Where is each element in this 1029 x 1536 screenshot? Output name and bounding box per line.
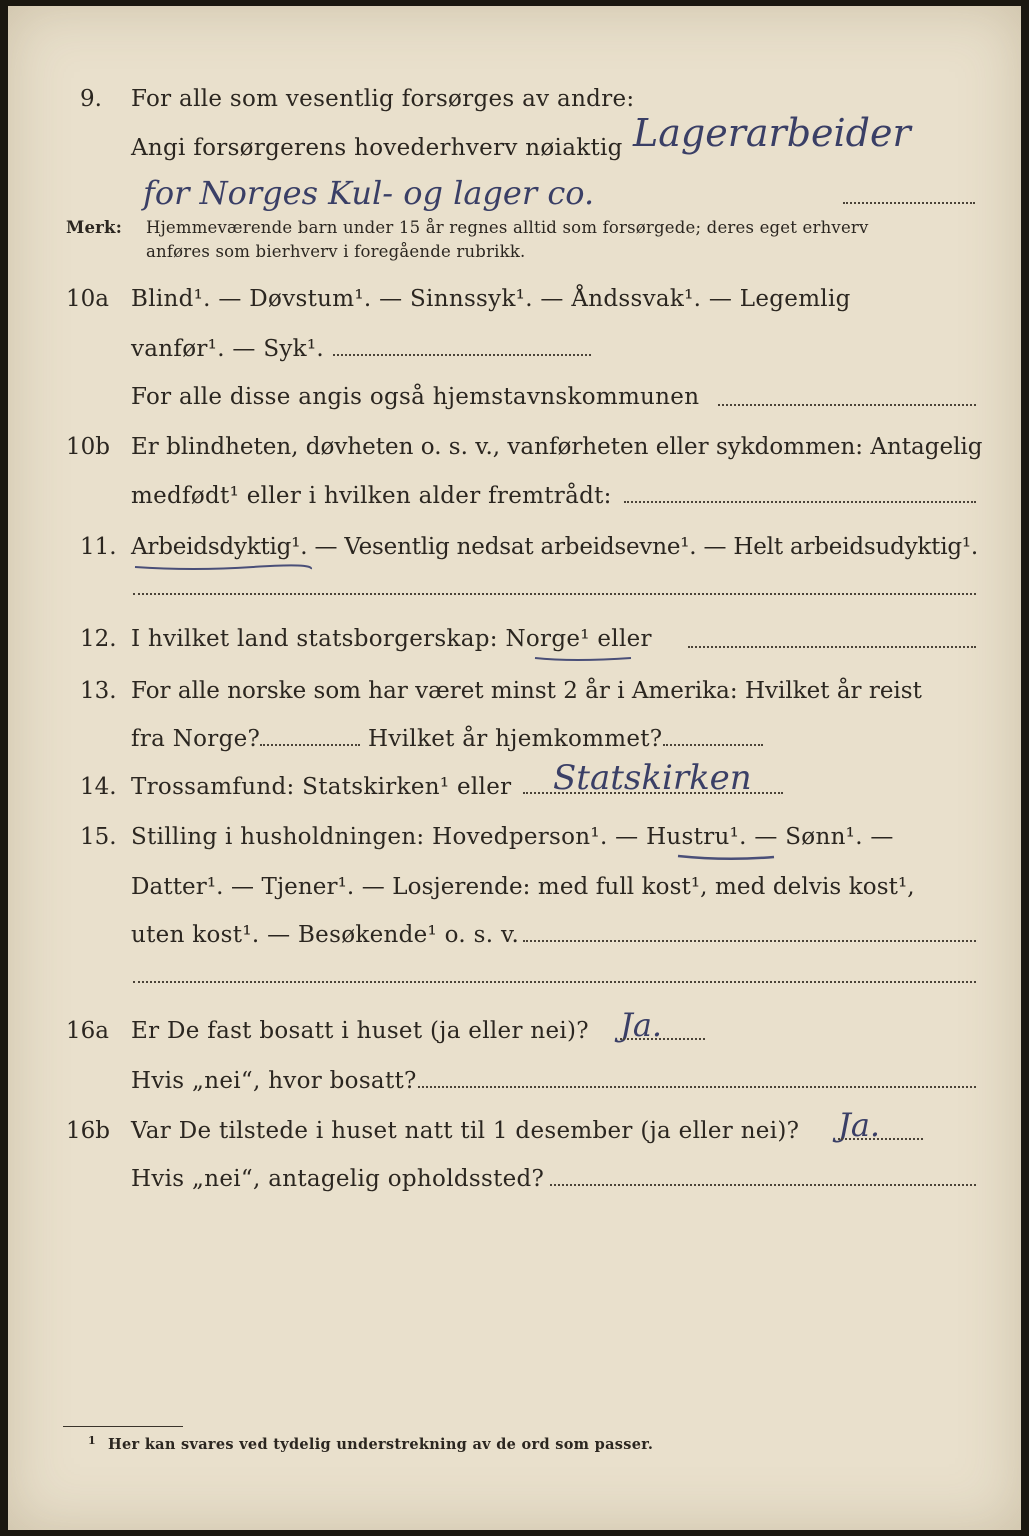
q9-handwritten-employer: for Norges Kul- og lager co. [143,174,595,212]
footnote-text: Her kan svares ved tydelig understrekning av de ord som passer. [108,1436,654,1453]
q15-line2: Datter¹. — Tjener¹. — Losjerende: med full kost¹, med delvis kost¹, [131,874,915,900]
merk-line1: Hjemmeværende barn under 15 år regnes alltid som forsørgede; deres eget erhverv [146,218,869,237]
q16b-answer-line [838,1138,923,1140]
q16b-handwritten-answer: Ja. [838,1106,881,1144]
q16a-number: 16a [66,1018,109,1044]
q9-line2: Angi forsørgerens hovederhverv nøiaktig [131,135,623,161]
q16b-number: 16b [66,1118,110,1144]
q12-line1: I hvilket land statsborgerskap: Norge¹ eller [131,626,652,652]
merk-line2: anføres som bierhverv i foregående rubrikk. [146,242,526,261]
q9-answer-line [843,202,975,204]
q14-number: 14. [80,774,117,800]
q14-line1: Trossamfund: Statskirken¹ eller [131,774,512,800]
q16b-location-line [550,1184,976,1186]
q16b-line1: Var De tilstede i huset natt til 1 desember (ja eller nei)? [131,1118,800,1144]
q10b-line1: Er blindheten, døvheten o. s. v., vanførheten eller sykdommen: Antagelig [131,434,983,460]
q9-handwritten-occupation: Lagerarbeider [633,111,911,155]
q10b-number: 10b [66,434,110,460]
q9-number: 9. [80,86,102,112]
q13-number: 13. [80,678,117,704]
q13-line1: For alle norske som har været minst 2 år i Amerika: Hvilket år reist [131,678,922,704]
q14-handwritten-answer: Statskirken [553,758,752,798]
q15-line3: uten kost¹. — Besøkende¹ o. s. v. [131,922,520,948]
q15-underline-mark [676,852,776,862]
q10a-line2: vanfør¹. — Syk¹. [131,336,325,362]
q16b-line2: Hvis „nei“, antagelig opholdssted? [131,1166,545,1192]
q10a-line1: Blind¹. — Døvstum¹. — Sinnssyk¹. — Åndssvak¹. — Legemlig [131,286,851,312]
q10a-home-municipality-line [718,404,976,406]
q15-line1: Stilling i husholdningen: Hovedperson¹. — Hustru¹. — Sønn¹. — [131,824,894,850]
q16a-line1: Er De fast bosatt i huset (ja eller nei)? [131,1018,589,1044]
q12-number: 12. [80,626,117,652]
footnote-rule [63,1426,183,1427]
q10b-line2: medfødt¹ eller i hvilken alder fremtrådt: [131,483,612,509]
q10b-answer-line [624,501,976,503]
footnote-mark: 1 [88,1434,96,1447]
q16a-residence-line [418,1086,976,1088]
q15-answer-line-2 [133,981,976,983]
q11-line1: Arbeidsdyktig¹. — Vesentlig nedsat arbeidsevne¹. — Helt arbeidsudyktig¹. [131,534,979,560]
q13-line2a: fra Norge? [131,726,261,752]
q10a-number: 10a [66,286,109,312]
q11-answer-line [133,593,976,595]
census-form-page [8,6,1021,1530]
q15-answer-line [523,940,976,942]
q13-line2b: Hvilket år hjemkommet? [368,726,663,752]
q9-line1: For alle som vesentlig forsørges av andre: [131,86,635,112]
q11-underline-mark [133,562,313,572]
merk-label: Merk: [66,218,122,237]
q11-number: 11. [80,534,117,560]
q16a-answer-line [620,1038,705,1040]
q10a-answer-line [333,354,591,356]
q13-departure-year-line [260,744,360,746]
q12-answer-line [688,646,976,648]
q16a-line2: Hvis „nei“, hvor bosatt? [131,1068,417,1094]
q14-answer-line [523,792,783,794]
q12-underline-mark [533,654,633,664]
q10a-line3: For alle disse angis også hjemstavnskommunen [131,384,700,410]
q15-number: 15. [80,824,117,850]
q13-return-year-line [663,744,763,746]
q16a-handwritten-answer: Ja. [620,1006,663,1044]
